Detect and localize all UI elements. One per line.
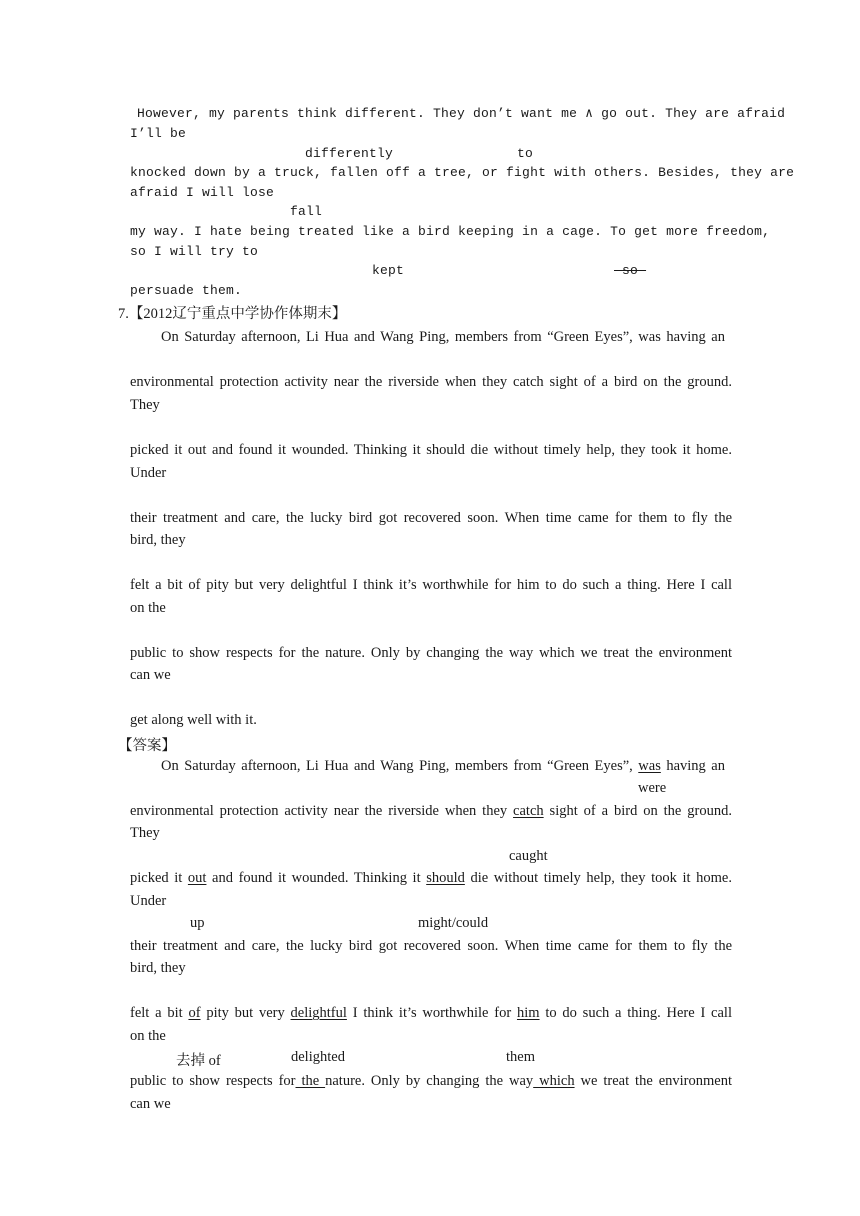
correction: up [190,915,205,931]
passage-line: knocked down by a truck, fallen off a tree, or fight with others. Besides, they are [130,165,795,180]
answer-line: felt a bit of pity but very delightful I think it’s worthwhile for him to do such a thing. Here I call [130,1005,732,1021]
passage-line: so I will try to [130,244,259,259]
passage-line: On Saturday afternoon, Li Hua and Wang Ping, members from “Green Eyes”, was having an [161,329,725,345]
correction: delighted [291,1049,345,1065]
correction: caught [509,848,548,864]
correction: might/could [418,915,489,931]
passage-line: on the [130,600,166,616]
answer-heading: 【答案】 [118,738,176,754]
passage-line: Under [130,465,167,481]
correction: them [506,1049,535,1065]
passage-line: their treatment and care, the lucky bird got recovered soon. When time came for them to fly the [130,510,732,526]
answer-line: can we [130,1096,171,1112]
passage-line: bird, they [130,532,186,548]
answer-line: picked it out and found it wounded. Thinking it should die without timely help, they took it home. [130,870,732,886]
answer-line: environmental protection activity near the riverside when they catch sight of a bird on the ground. [130,803,732,819]
passage-line: environmental protection activity near the riverside when they catch sight of a bird on the ground. [130,374,732,390]
question-heading: 7.【2012辽宁重点中学协作体期末】 [118,306,347,322]
correction: were [638,780,667,796]
passage-line: my way. I hate being treated like a bird keeping in a cage. To get more freedom, [130,224,771,239]
answer-line: They [130,825,160,841]
passage-line: public to show respects for the nature. Only by changing the way which we treat the environment [130,645,732,661]
passage-line: They [130,397,160,413]
correction: differently [305,146,394,161]
correction: fall [290,204,323,219]
answer-line: their treatment and care, the lucky bird got recovered soon. When time came for them to fly the [130,938,732,954]
passage-line: get along well with it. [130,712,257,728]
passage-line: felt a bit of pity but very delightful I think it’s worthwhile for him to do such a thing. Here I call [130,577,732,593]
passage-line: persuade them. [130,283,243,298]
deleted-word: so [622,263,639,278]
passage-line: I’ll be [130,126,187,141]
answer-line: on the [130,1028,166,1044]
passage-line: picked it out and found it wounded. Thinking it should die without timely help, they took it home. [130,442,732,458]
passage-line: can we [130,667,171,683]
correction: to [517,146,534,161]
answer-line: Under [130,893,167,909]
answer-line: bird, they [130,960,186,976]
correction: 去掉 of [176,1053,221,1069]
passage-line: afraid I will lose [130,185,275,200]
answer-line: On Saturday afternoon, Li Hua and Wang Ping, members from “Green Eyes”, was having an [161,758,725,774]
correction: kept [372,263,405,278]
passage-line: However, my parents think different. They don’t want me ∧ go out. They are afraid [137,106,786,121]
answer-line: public to show respects for the nature. Only by changing the way which we treat the environment [130,1073,733,1089]
